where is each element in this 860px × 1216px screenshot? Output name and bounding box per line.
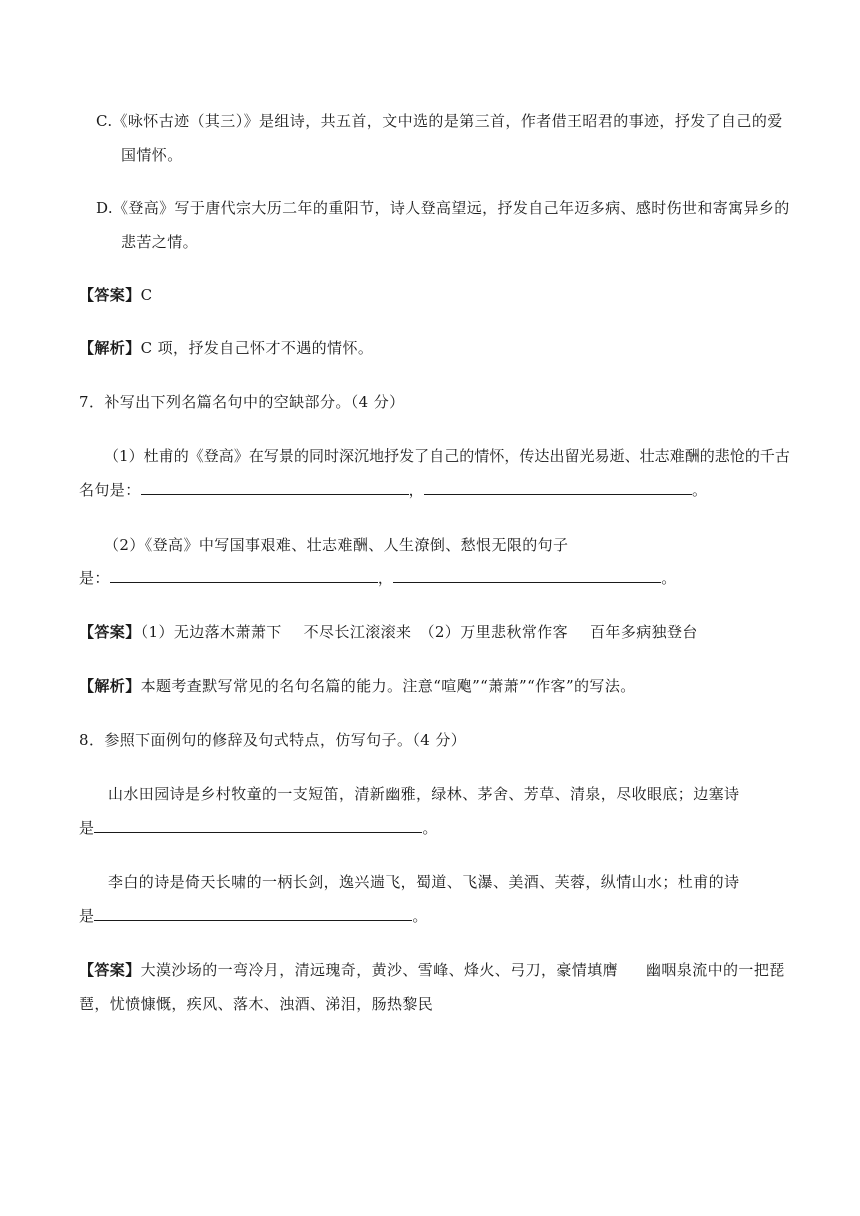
analysis-tag: 【解析】 xyxy=(79,339,141,357)
q7-part2-line2 xyxy=(79,568,677,588)
q8-example2-line1: 李白的诗是倚天长啸的一柄长剑，逸兴遄飞，蜀道、飞瀑、美酒、芙蓉，纵情山水；杜甫的诗 xyxy=(108,873,740,891)
option-d-line2: 悲苦之情。 xyxy=(121,233,199,251)
q7-part2-line1: （2）《登高》中写国事艰难、壮志难酬、人生潦倒、愁恨无限的句子 xyxy=(104,536,569,554)
option-c-line2: 国情怀。 xyxy=(121,146,183,164)
period-text: 。 xyxy=(692,481,708,499)
fill-blank-4[interactable] xyxy=(393,568,661,583)
answer-part-a: 大漠沙场的一弯冷月，清远瑰奇，黄沙、雪峰、烽火、弓刀，豪情填膺 xyxy=(140,961,619,979)
answer-part-a: （1）无边落木萧萧下 xyxy=(140,623,282,641)
q7-part1-line1: （1）杜甫的《登高》在写景的同时深沉地抒发了自己的情怀，传达出留光易逝、壮志难酬的悲怆的千古 xyxy=(104,447,790,465)
fill-blank-2[interactable] xyxy=(424,480,692,495)
answer-part-d: 百年多病独登台 xyxy=(590,623,698,641)
analysis-text: 本题考查默写常见的名句名篇的能力。注意“喧飑”“萧萧”“作客”的写法。 xyxy=(140,677,636,695)
answer-part-c: （2）万里悲秋常作客 xyxy=(419,623,569,641)
q8-title: 8．参照下面例句的修辞及句式特点，仿写句子。（4 分） xyxy=(79,731,467,749)
prefix-text: 是： xyxy=(79,569,110,587)
option-d-line1: D.《登高》写于唐代宗大历二年的重阳节，诗人登高望远，抒发自己年迈多病、感时伤世和寄寓异乡的 xyxy=(96,199,790,217)
fill-blank-6[interactable] xyxy=(94,906,412,921)
answer-part-b: 幽咽泉流中的一把琵 xyxy=(646,961,785,979)
analysis-text: C 项，抒发自己怀才不遇的情怀。 xyxy=(140,339,374,357)
q8-answer-line1 xyxy=(79,960,785,980)
q8-answer-line2: 琶，忧愤慷慨，疾风、落木、浊酒、涕泪，肠热黎民 xyxy=(79,995,434,1013)
fill-blank-3[interactable] xyxy=(110,568,378,583)
q7-analysis xyxy=(79,676,636,696)
q8-example-line2 xyxy=(79,818,438,838)
option-c-line1: C.《咏怀古迹（其三）》是组诗，共五首，文中选的是第三首，作者借王昭君的事迹，抒发了自己的爱 xyxy=(96,112,783,130)
answer-tag: 【答案】 xyxy=(79,961,141,979)
q6-analysis xyxy=(79,338,373,358)
analysis-tag: 【解析】 xyxy=(79,677,141,695)
period-text: 。 xyxy=(422,819,438,837)
q7-part1-line2 xyxy=(79,480,707,500)
fill-blank-1[interactable] xyxy=(141,480,409,495)
q7-title: 7．补写出下列名篇名句中的空缺部分。（4 分） xyxy=(79,393,405,411)
answer-tag: 【答案】 xyxy=(79,623,141,641)
q7-answer xyxy=(79,622,698,642)
period-text: 。 xyxy=(661,569,677,587)
comma-text: ， xyxy=(408,481,425,499)
answer-text: C xyxy=(140,286,153,304)
prefix-text: 是 xyxy=(79,819,95,837)
q8-example-line1: 山水田园诗是乡村牧童的一支短笛，清新幽雅，绿林、茅舍、芳草、清泉，尽收眼底；边塞诗 xyxy=(108,785,740,803)
answer-part-b: 不尽长江滚滚来 xyxy=(303,623,412,641)
q6-answer xyxy=(79,285,153,305)
answer-tag: 【答案】 xyxy=(79,286,141,304)
prefix-text: 是 xyxy=(79,907,95,925)
prefix-text: 名句是： xyxy=(79,481,141,499)
comma-text: ， xyxy=(377,569,394,587)
q8-example2-line2 xyxy=(79,906,428,926)
fill-blank-5[interactable] xyxy=(94,818,422,833)
period-text: 。 xyxy=(412,907,428,925)
